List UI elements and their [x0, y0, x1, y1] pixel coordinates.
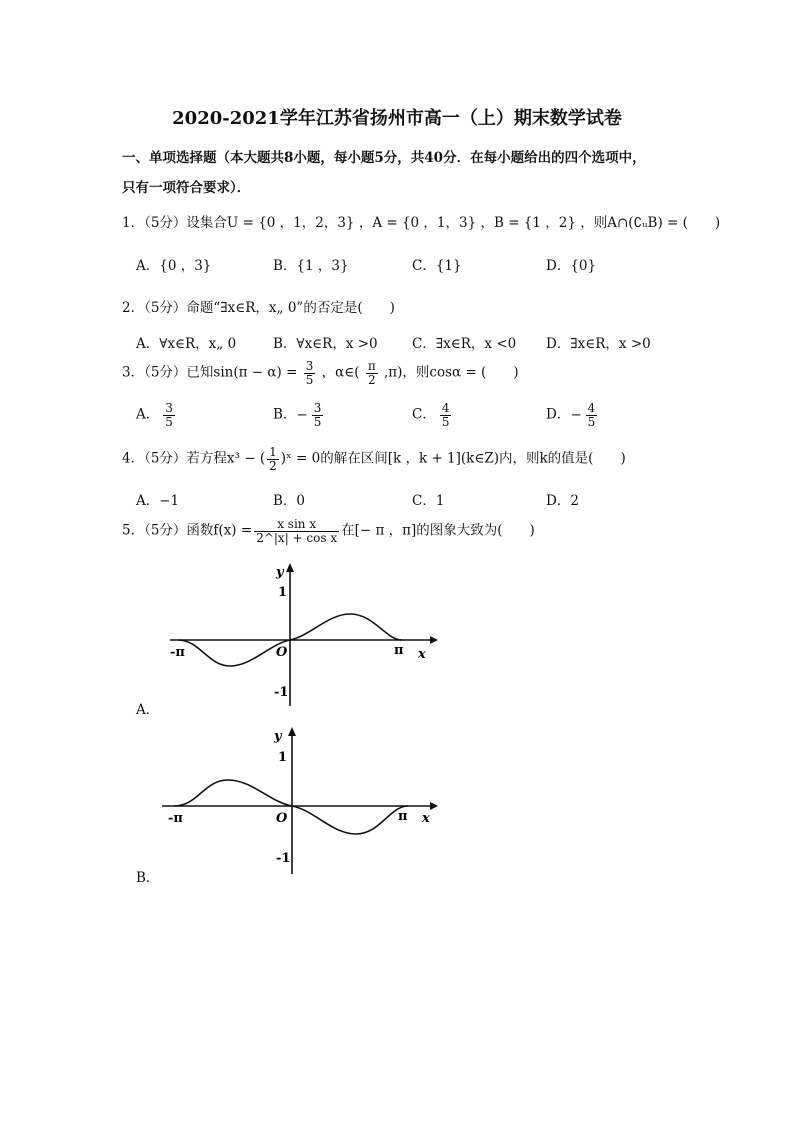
- q5-stem-pre: 5．（5分）函数f(x) =: [122, 522, 253, 539]
- q3-stem-fraction: [304, 360, 316, 386]
- q3-b-label: B．: [273, 406, 297, 423]
- q3-option-c[interactable]: [412, 402, 453, 428]
- q3-a-label: A．: [136, 406, 160, 423]
- q3-a-frac: [163, 402, 175, 428]
- graph-b-y-arrow: [288, 727, 296, 736]
- q3-stem-post: ,π)，则cosα = ( ): [384, 364, 519, 381]
- q5-option-b[interactable]: B．: [136, 870, 160, 886]
- q4-frac-den: 2: [269, 458, 277, 473]
- graph-b-x-arrow: [430, 802, 438, 810]
- q3-option-d[interactable]: [546, 402, 599, 428]
- q1-option-a[interactable]: A．{0 ，3}: [136, 258, 212, 274]
- q5-stem-fraction: [254, 518, 339, 544]
- q4-stem-post: )ˣ = 0的解在区间[k ，k + 1](k∈Z)内，则k的值是( ): [280, 450, 626, 467]
- graph-a: [160, 560, 440, 710]
- q4-option-b[interactable]: B．0: [273, 493, 306, 509]
- graph-b-neg-pi-label: -π: [168, 811, 183, 826]
- q1-option-d[interactable]: D．{0}: [546, 258, 597, 274]
- graph-a-x-label: x: [418, 647, 426, 662]
- q2-option-b[interactable]: B．∀x∈R，x >0: [273, 336, 378, 352]
- q4-option-a[interactable]: A．−1: [136, 493, 180, 509]
- q3-a-den: 5: [165, 414, 173, 429]
- q1-option-b[interactable]: B．{1 ，3}: [273, 258, 349, 274]
- graph-a-pi-label: π: [394, 643, 404, 658]
- graph-a-neg-one-label: -1: [274, 685, 289, 700]
- q3-frac2-den: 2: [367, 372, 376, 387]
- question-1-stem: 1．（5分）设集合U = {0 ，1，2，3} ，A = {0 ，1，3} ，B = {1 ，2} ，则A∩(∁ᵤB) = ( ): [122, 215, 721, 231]
- q3-c-den: 5: [441, 414, 450, 429]
- q3-d-sign: −: [570, 406, 582, 423]
- q3-b-den: 5: [313, 414, 322, 429]
- graph-b-y-label: y: [274, 729, 282, 744]
- graph-b-one-label: 1: [278, 750, 288, 765]
- question-4-stem: [122, 446, 626, 472]
- graph-b-x-label: x: [422, 811, 430, 826]
- graph-b-pi-label: π: [398, 809, 408, 824]
- graph-a-origin-label: O: [276, 645, 288, 660]
- graph-b-origin-label: O: [276, 811, 288, 826]
- q5-option-a[interactable]: A．: [136, 702, 160, 718]
- q3-d-num: 4: [587, 401, 596, 415]
- q3-stem-fraction2: [366, 360, 378, 386]
- q1-option-c[interactable]: C．{1}: [412, 258, 462, 274]
- question-3-stem: [122, 360, 519, 386]
- q4-option-c[interactable]: C．1: [412, 493, 445, 509]
- q3-frac-num: 3: [305, 359, 314, 373]
- question-5-stem: [122, 518, 535, 544]
- graph-a-x-arrow: [430, 636, 438, 644]
- q3-option-a[interactable]: [136, 402, 177, 428]
- graph-b-neg-one-label: -1: [276, 851, 291, 866]
- graph-a-one-label: 1: [278, 585, 288, 600]
- q3-b-frac: [312, 402, 324, 428]
- q2-option-d[interactable]: D．∃x∈R，x >0: [546, 336, 651, 352]
- page-title: 2020-2021学年江苏省扬州市高一（上）期末数学试卷: [172, 108, 622, 129]
- q3-d-label: D．: [546, 406, 571, 423]
- q3-c-label: C．: [412, 406, 436, 423]
- graph-a-neg-pi-label: -π: [170, 645, 185, 660]
- section-heading-line1: 一、单项选择题（本大题共8小题，每小题5分，共40分．在每小题给出的四个选项中，: [122, 150, 646, 166]
- graph-b-curve: [174, 780, 408, 834]
- graph-b: [160, 724, 440, 876]
- q2-option-c[interactable]: C．∃x∈R，x <0: [412, 336, 517, 352]
- q3-b-num: 3: [313, 401, 322, 415]
- q4-option-d[interactable]: D．2: [546, 493, 579, 509]
- graph-a-y-arrow: [286, 563, 294, 572]
- q5-frac-num: x sin x: [254, 518, 339, 532]
- q3-frac-den: 5: [305, 372, 314, 387]
- q2-option-a[interactable]: A．∀x∈R，x„ 0: [136, 336, 237, 352]
- q5-frac-den: 2^|x| + cos x: [256, 530, 338, 545]
- q3-frac2-num: π: [367, 359, 376, 373]
- q4-stem-pre: 4．（5分）若方程x³ − (: [122, 450, 266, 467]
- q3-a-num: 3: [165, 401, 173, 415]
- q3-d-frac: [586, 402, 598, 428]
- q4-stem-fraction: [267, 446, 279, 472]
- graph-a-y-label: y: [276, 565, 284, 580]
- question-2-stem: 2．（5分）命题“∃x∈R，x„ 0”的否定是( ): [122, 300, 395, 316]
- q3-b-sign: −: [296, 406, 308, 423]
- q3-c-num: 4: [441, 401, 450, 415]
- q5-stem-post: 在[− π ，π]的图象大致为( ): [341, 522, 535, 539]
- q3-d-den: 5: [587, 414, 596, 429]
- section-heading-line2: 只有一项符合要求）．: [122, 180, 251, 196]
- q3-stem-pre: 3．（5分）已知sin(π − α) =: [122, 364, 298, 381]
- q4-frac-num: 1: [269, 445, 277, 459]
- q3-stem-mid: ，α∈(: [321, 364, 360, 381]
- q3-c-frac: [440, 402, 452, 428]
- q3-option-b[interactable]: [273, 402, 325, 428]
